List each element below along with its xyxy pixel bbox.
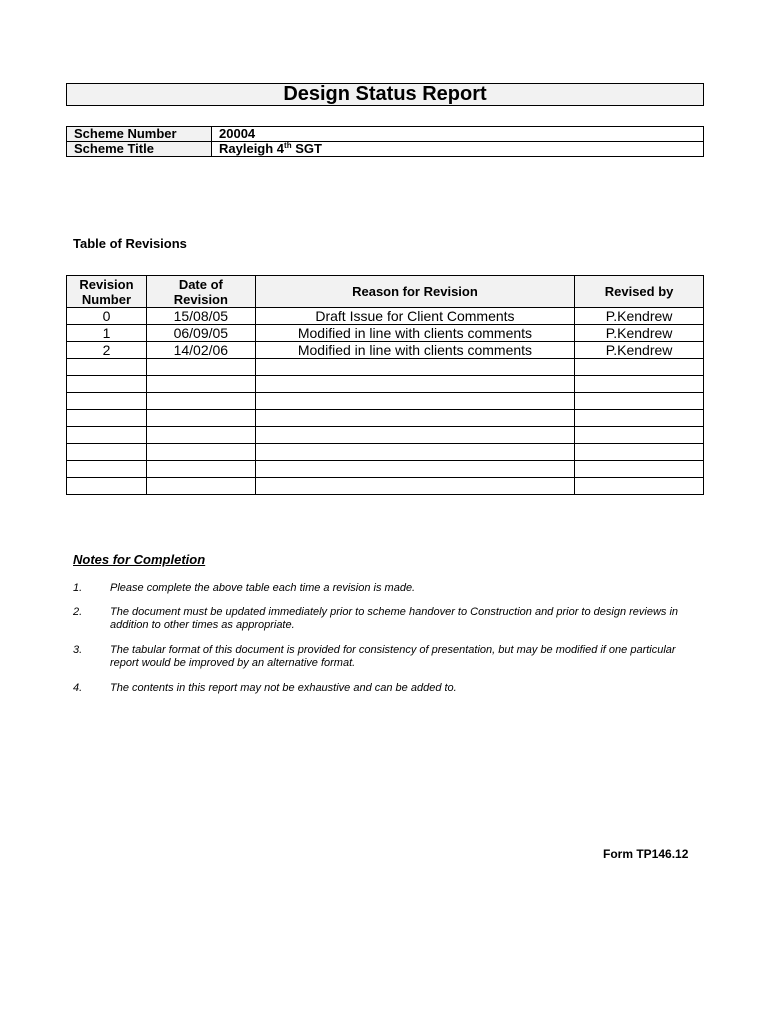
revision-row [67, 393, 704, 410]
revision-row [67, 478, 704, 495]
revision-number-cell [67, 393, 147, 410]
revision-number-cell [67, 376, 147, 393]
note-number: 4. [73, 682, 83, 694]
note-text: Please complete the above table each time a revision is made. [110, 582, 416, 594]
revision-reason-cell: Modified in line with clients comments [255, 325, 574, 342]
scheme-number-value: 20004 [212, 127, 704, 142]
revision-row [67, 444, 704, 461]
revision-row [67, 359, 704, 376]
revision-reason-cell [255, 359, 574, 376]
revision-number-cell [67, 427, 147, 444]
revision-number-cell [67, 461, 147, 478]
revision-reason-cell [255, 478, 574, 495]
revision-reason-cell [255, 427, 574, 444]
scheme-title-label: Scheme Title [67, 142, 212, 157]
report-title: Design Status Report [66, 83, 704, 106]
revision-reason-cell [255, 461, 574, 478]
note-number: 1. [73, 582, 83, 594]
header-revision-number-line1: Revision [79, 276, 134, 292]
revision-number-cell: 0 [67, 308, 147, 325]
revision-number-cell: 2 [67, 342, 147, 359]
revision-row [67, 342, 704, 359]
revised-by-cell: P.Kendrew [575, 308, 704, 325]
revision-date-cell: 06/09/05 [146, 325, 255, 342]
revised-by-cell: P.Kendrew [575, 325, 704, 342]
header-date-of-revision [146, 276, 255, 308]
revision-number-cell [67, 410, 147, 427]
header-revision-number [67, 276, 147, 308]
form-id: Form TP146.12 [603, 847, 689, 861]
revision-number-cell [67, 359, 147, 376]
revision-date-cell: 15/08/05 [146, 308, 255, 325]
header-date-line2: Revision [173, 291, 228, 307]
header-revised-by: Revised by [575, 276, 704, 308]
header-reason: Reason for Revision [255, 276, 574, 308]
revised-by-cell [575, 393, 704, 410]
scheme-number-label: Scheme Number [67, 127, 212, 142]
revisions-heading: Table of Revisions [73, 236, 187, 251]
notes-heading: Notes for Completion [73, 552, 206, 567]
revision-date-cell [146, 444, 255, 461]
scheme-title-value [212, 142, 704, 157]
note-text: The contents in this report may not be exhaustive and can be added to. [110, 682, 457, 694]
revised-by-cell: P.Kendrew [575, 342, 704, 359]
scheme-title-suffix: SGT [291, 141, 322, 156]
scheme-title-text: Rayleigh 4 [219, 141, 285, 156]
scheme-title-superscript: th [284, 141, 292, 150]
revised-by-cell [575, 461, 704, 478]
revised-by-cell [575, 376, 704, 393]
revised-by-cell [575, 410, 704, 427]
note-text: The tabular format of this document is provided for consistency of presentation, but may be modified if one particular report would be improved by an alternative format. [110, 644, 676, 669]
revision-row [67, 410, 704, 427]
revision-row [67, 427, 704, 444]
revision-date-cell [146, 478, 255, 495]
revision-number-cell [67, 478, 147, 495]
revision-row [67, 325, 704, 342]
revision-date-cell: 14/02/06 [146, 342, 255, 359]
revision-row [67, 376, 704, 393]
revision-reason-cell [255, 410, 574, 427]
header-revision-number-line2: Number [81, 291, 132, 307]
revision-row [67, 461, 704, 478]
note-number: 3. [73, 644, 83, 656]
revisions-body [67, 308, 704, 495]
revised-by-cell [575, 444, 704, 461]
revisions-header-row [67, 276, 704, 308]
revision-date-cell [146, 376, 255, 393]
scheme-info-table [66, 126, 704, 157]
header-date-line1: Date of [178, 276, 223, 292]
revised-by-cell [575, 359, 704, 376]
revision-date-cell [146, 410, 255, 427]
revision-number-cell: 1 [67, 325, 147, 342]
revision-reason-cell: Modified in line with clients comments [255, 342, 574, 359]
revision-number-cell [67, 444, 147, 461]
revision-reason-cell [255, 444, 574, 461]
revised-by-cell [575, 478, 704, 495]
scheme-number-row [67, 127, 704, 142]
scheme-title-row [67, 142, 704, 157]
note-number: 2. [73, 606, 83, 618]
revision-reason-cell: Draft Issue for Client Comments [255, 308, 574, 325]
revised-by-cell [575, 427, 704, 444]
revision-reason-cell [255, 376, 574, 393]
note-text: The document must be updated immediately prior to scheme handover to Construction and prior to design reviews in addition to other times as appropriate. [110, 606, 679, 631]
revision-date-cell [146, 359, 255, 376]
revision-date-cell [146, 427, 255, 444]
revision-row [67, 308, 704, 325]
revision-reason-cell [255, 393, 574, 410]
revision-date-cell [146, 393, 255, 410]
revision-date-cell [146, 461, 255, 478]
revisions-table [66, 275, 704, 495]
